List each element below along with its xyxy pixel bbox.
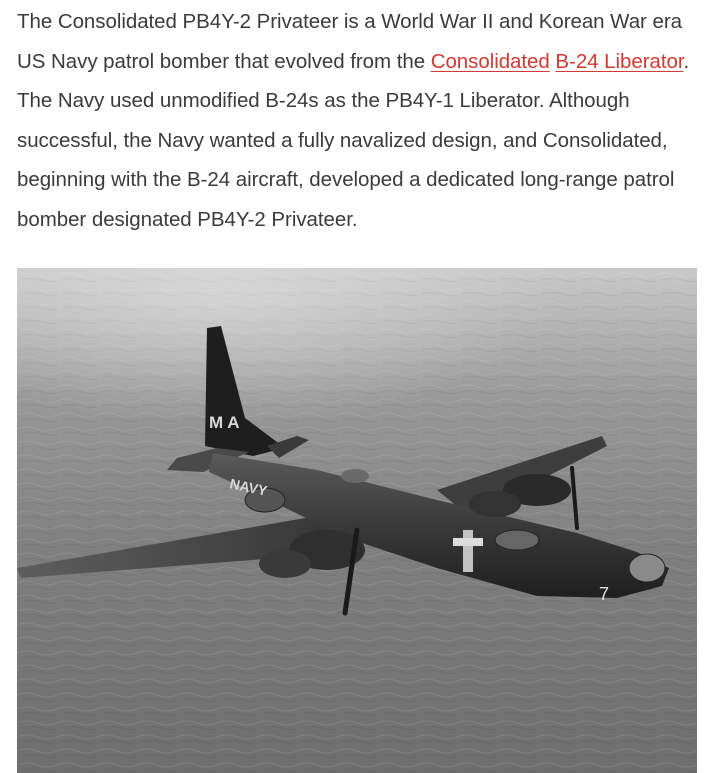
nose-number: 7 [599,584,610,604]
tail-code: M A [209,413,240,432]
photo-illustration [17,268,697,773]
top-turret-rear [341,469,369,483]
paragraph-text-start: The Consolidated PB4Y-2 Privateer is a World War II and Korean War era US Navy patrol bomber that evolved from the [17,10,682,73]
engine-nacelle-4 [469,491,521,517]
intro-paragraph [17,0,707,239]
consolidated-link[interactable]: Consolidated [430,49,550,73]
engine-nacelle-2 [259,550,311,578]
article [17,0,707,239]
nose-turret [629,554,665,582]
paragraph-text-end: . The Navy used unmodified B-24s as the PB4Y-1 Liberator. Although successful, the Navy wanted a fully navalized design, and Consolidated, beginning with the B-24 aircraft, developed a dedicated long-range patrol bomber designated PB4Y-2 Privateer. [17,49,690,231]
b-24-liberator-link[interactable]: B-24 Liberator [555,49,684,73]
cockpit-canopy [495,530,539,550]
navy-marking: NAVY [228,475,269,499]
pb4y-2-privateer-photo [17,268,697,773]
